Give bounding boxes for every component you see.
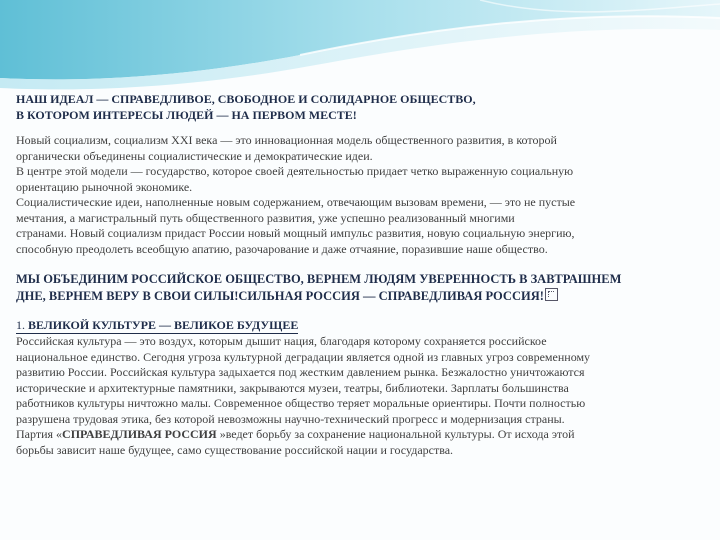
intro-line: странами. Новый социализм придаст России новый мощный импульс развития, новую социальную энергию, xyxy=(16,226,575,240)
party-line xyxy=(16,427,706,443)
culture-line: разрушена трудовая этика, без которой невозможны научно-технический прогресс и модернизация страны. xyxy=(16,411,565,426)
intro-line: способную преодолеть всеобщую апатию, разочарование и даже отчаяние, поразившие наше общество. xyxy=(16,241,548,256)
intro-line: органически объединены социалистические и демократические идеи. xyxy=(16,148,373,163)
party-line-after: »ведет борьбу за сохранение национальной культуры. От исхода этой xyxy=(216,427,575,441)
culture-line: работников культуры ничтожно малы. Современное общество теряет моральные ориентиры. Почти полностью xyxy=(16,396,586,410)
culture-line: национальное единство. Сегодня угроза культурной деградации является одной из главных угроз современному xyxy=(16,349,591,364)
heading-line-1: НАШ ИДЕАЛ — СПРАВЕДЛИВОЕ, СВОБОДНОЕ И СОЛИДАРНОЕ ОБЩЕСТВО, xyxy=(16,92,476,106)
document-content xyxy=(16,92,706,458)
section-number: 1. xyxy=(16,318,25,332)
section-title-text: ВЕЛИКОЙ КУЛЬТУРЕ — ВЕЛИКОЕ БУДУЩЕЕ xyxy=(28,318,299,332)
intro-line: Новый социализм, социализм XXI века — это инновационная модель общественного развития, в которой xyxy=(16,133,557,147)
intro-paragraph xyxy=(16,133,706,257)
culture-line: Российская культура — это воздух, которым дышит нация, благодаря которому сохраняется российское xyxy=(16,334,547,348)
intro-line: мечтания, а магистральный путь общественного развития, уже успешно реализованный многими xyxy=(16,210,515,225)
culture-line: развитию России. Российская культура задыхается под жестким давлением рынка. Безжалостно уничтожаются xyxy=(16,365,585,379)
party-name: СПРАВЕДЛИВАЯ РОССИЯ xyxy=(62,427,217,441)
intro-line: ориентацию рыночной экономике. xyxy=(16,179,193,194)
slogan-heading xyxy=(16,271,706,304)
slogan-line-2-text: ДНЕ, ВЕРНЕМ ВЕРУ В СВОИ СИЛЫ!СИЛЬНАЯ РОССИЯ — СПРАВЕДЛИВАЯ РОССИЯ! xyxy=(16,288,544,303)
party-line-before: Партия « xyxy=(16,427,63,441)
intro-line: Социалистические идеи, наполненные новым содержанием, отвечающим вызовам времени, — это не пустые xyxy=(16,195,576,209)
culture-line: исторические и архитектурные памятники, закрываются музеи, театры, библиотеки. Зарплаты большинства xyxy=(16,380,569,395)
slogan-line-1: МЫ ОБЪЕДИНИМ РОССИЙСКОЕ ОБЩЕСТВО, ВЕРНЕМ ЛЮДЯМ УВЕРЕННОСТЬ В ЗАВТРАШНЕМ xyxy=(16,272,622,286)
main-heading xyxy=(16,92,706,123)
final-line: борьбы зависит наше будущее, само существование российской нации и государства. xyxy=(16,442,454,457)
culture-paragraph xyxy=(16,334,706,458)
heading-line-2: В КОТОРОМ ИНТЕРЕСЫ ЛЮДЕЙ — НА ПЕРВОМ МЕСТЕ! xyxy=(16,107,357,122)
slogan-line-2 xyxy=(16,288,706,305)
section-title xyxy=(16,317,298,334)
placeholder-icon xyxy=(545,288,558,301)
intro-line: В центре этой модели — государство, которое своей деятельностью придает четко выраженную социальную xyxy=(16,164,574,178)
